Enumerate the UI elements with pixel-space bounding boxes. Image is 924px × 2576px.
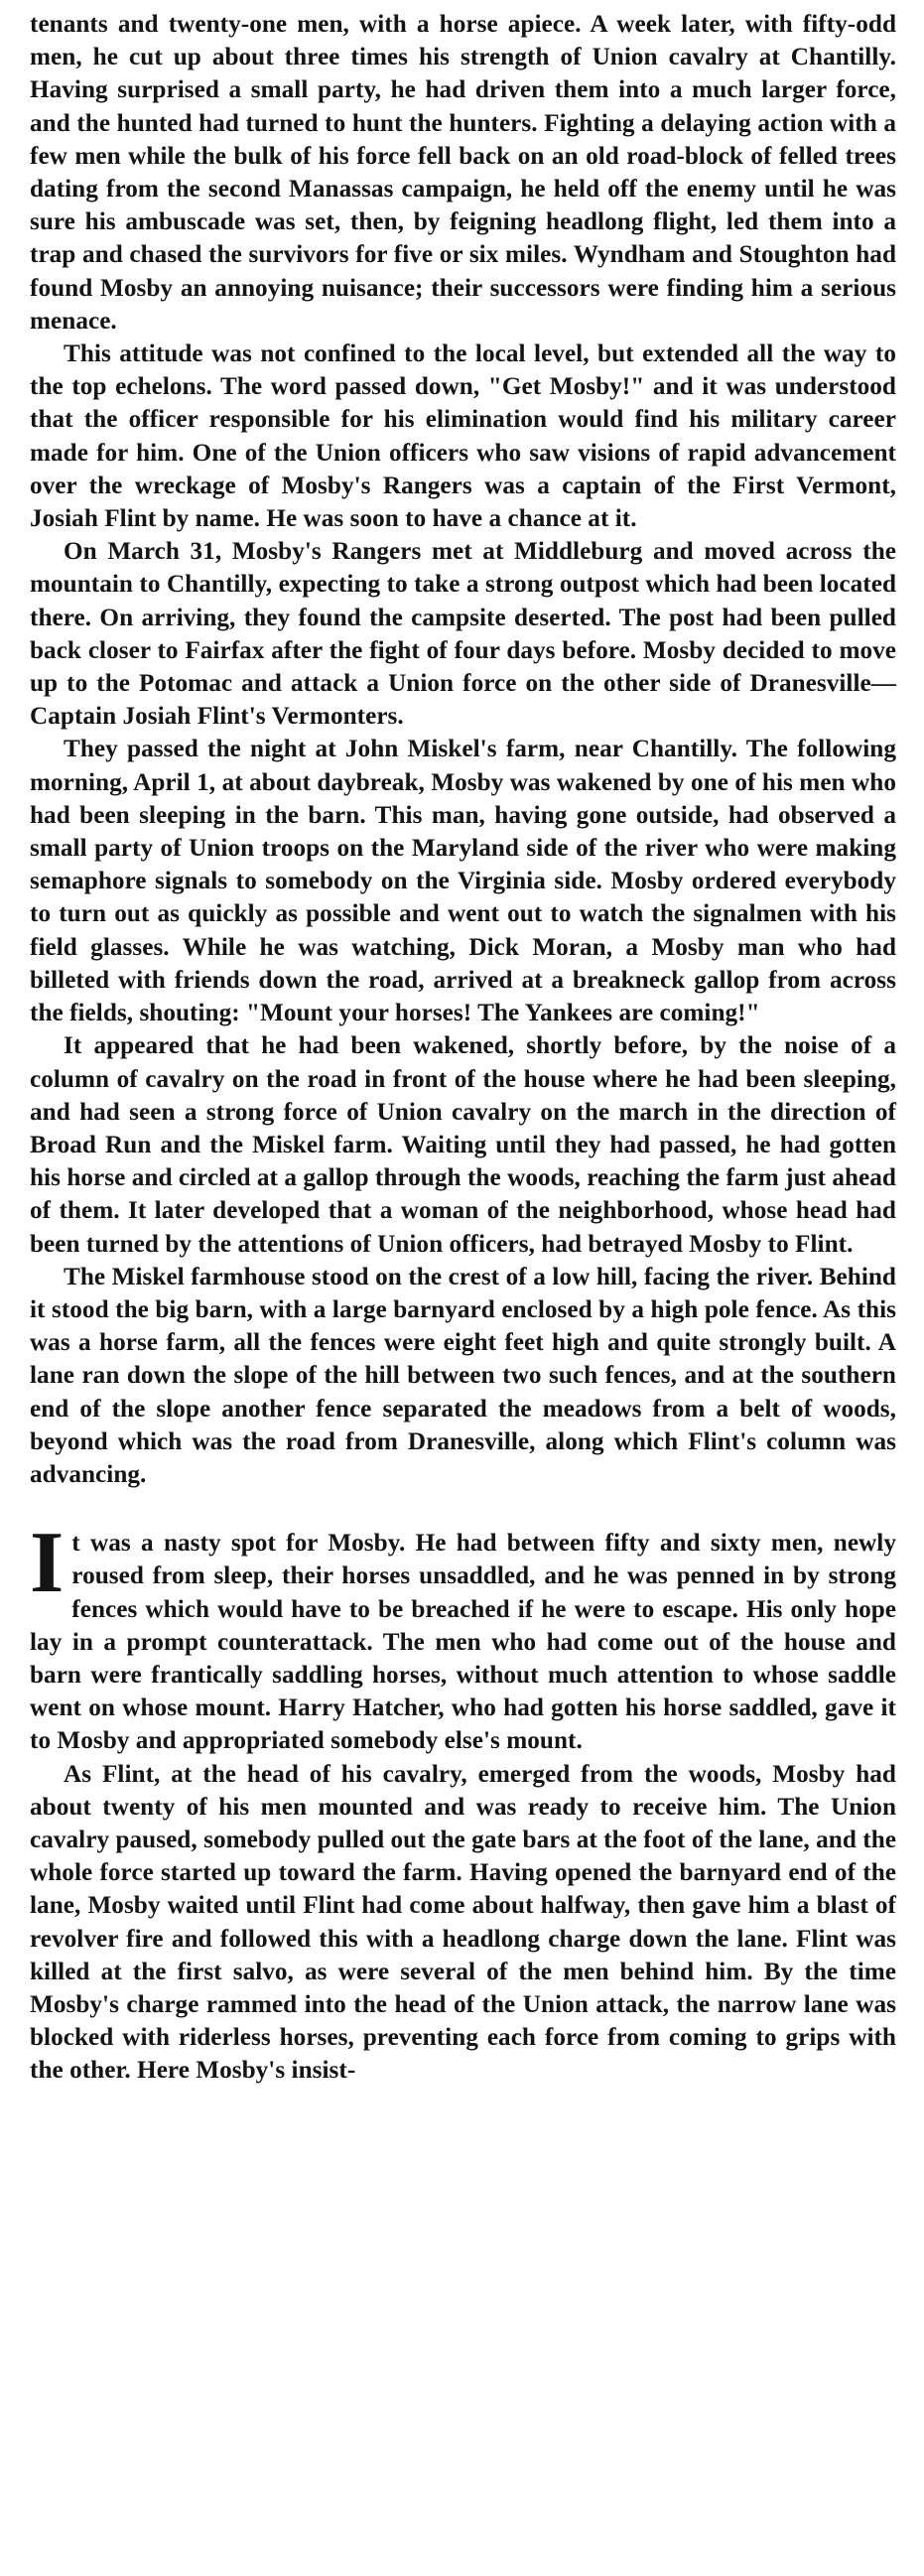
paragraph-4: They passed the night at John Miskel's farm, near Chantilly. The following morning, April 1, at about daybreak, Mosby was wakened by one of his men who had been sleeping in the barn. This man, having gone outside, had observed a small party of Union troops on the Maryland side of the river who were making semaphore signals to somebody on the Virginia side. Mosby ordered everybody to turn out as quickly as possible and went out to watch the signalmen with his field glasses. While he was watching, Dick Moran, a Mosby man who had billeted with friends down the road, arrived at a breakneck gallop from across the fields, shouting: "Mount your horses! The Yankees are coming!": [30, 736, 896, 1027]
paragraph-5: It appeared that he had been wakened, shortly before, by the noise of a column of cavalry on the road in front of the house where he had been sleeping, and had seen a strong force of Union cavalry on the march in the direction of Broad Run and the Miskel farm. Waiting until they had passed, he had gotten his horse and circled at a gallop through the woods, reaching the farm just ahead of them. It later developed that a woman of the neighborhood, whose head had been turned by the attentions of Union officers, had betrayed Mosby to Flint.: [30, 1032, 896, 1258]
paragraph-6: The Miskel farmhouse stood on the crest of a low hill, facing the river. Behind it stood the big barn, with a large barnyard enclosed by a high pole fence. As this was a horse farm, all the fences were eight feet high and quite strongly built. A lane ran down the slope of the hill between two such fences, and at the southern end of the slope another fence separated the meadows from a belt of woods, beyond which was the road from Dranesville, along which Flint's column was advancing.: [30, 1263, 896, 1488]
paragraph-8: As Flint, at the head of his cavalry, emerged from the woods, Mosby had about twenty of his men mounted and was ready to receive him. The Union cavalry paused, somebody pulled out the gate bars at the foot of the lane, and the whole force started up toward the farm. Having opened the barnyard end of the lane, Mosby waited until Flint had come about halfway, then gave him a blast of revolver fire and followed this with a headlong charge down the lane. Flint was killed at the first salvo, as were several of the men behind him. By the time Mosby's charge rammed into the head of the Union attack, the narrow lane was blocked with riderless horses, preventing each force from coming to grips with the other. Here Mosby's insist-: [30, 1760, 896, 2085]
paragraph-2: This attitude was not confined to the local level, but extended all the way to the top echelons. The word passed down, "Get Mosby!" and it was understood that the officer responsible for his elimination would find his military career made for him. One of the Union officers who saw visions of rapid advancement over the wreckage of Mosby's Rangers was a captain of the First Vermont, Josiah Flint by name. He was soon to have a chance at it.: [30, 340, 896, 533]
drop-cap: I: [30, 1515, 65, 1612]
section-break: [30, 1491, 896, 1527]
paragraph-3: On March 31, Mosby's Rangers met at Middleburg and moved across the mountain to Chantilly, expecting to take a strong outpost which had been located there. On arriving, they found the campsite deserted. The post had been pulled back closer to Fairfax after the fight of four days before. Mosby decided to move up to the Potomac and attack a Union force on the other side of Dranesville—Captain Josiah Flint's Vermonters.: [30, 538, 896, 731]
paragraph-7-text: t was a nasty spot for Mosby. He had between fifty and sixty men, newly roused from sleep, their horses unsaddled, and he was penned in by strong fences which would have to be breached if he were to escape. His only hope lay in a prompt counterattack. The men who had come out of the house and barn were frantically saddling horses, without much attention to whose saddle went on whose mount. Harry Hatcher, who had gotten his horse saddled, gave it to Mosby and appropriated somebody else's mount.: [30, 1530, 896, 1755]
paragraph-1: tenants and twenty-one men, with a horse apiece. A week later, with fifty-odd men, he cut up about three times his strength of Union cavalry at Chantilly. Having surprised a small party, he had driven them into a much larger force, and the hunted had turned to hunt the hunters. Fighting a delaying action with a few men while the bulk of his force fell back on an old road-block of felled trees dating from the second Manassas campaign, he held off the enemy until he was sure his ambuscade was set, then, by feigning headlong flight, led them into a trap and chased the survivors for five or six miles. Wyndham and Stoughton had found Mosby an annoying nuisance; their successors were finding him a serious menace.: [30, 11, 896, 335]
paragraph-7: [30, 1515, 896, 1757]
